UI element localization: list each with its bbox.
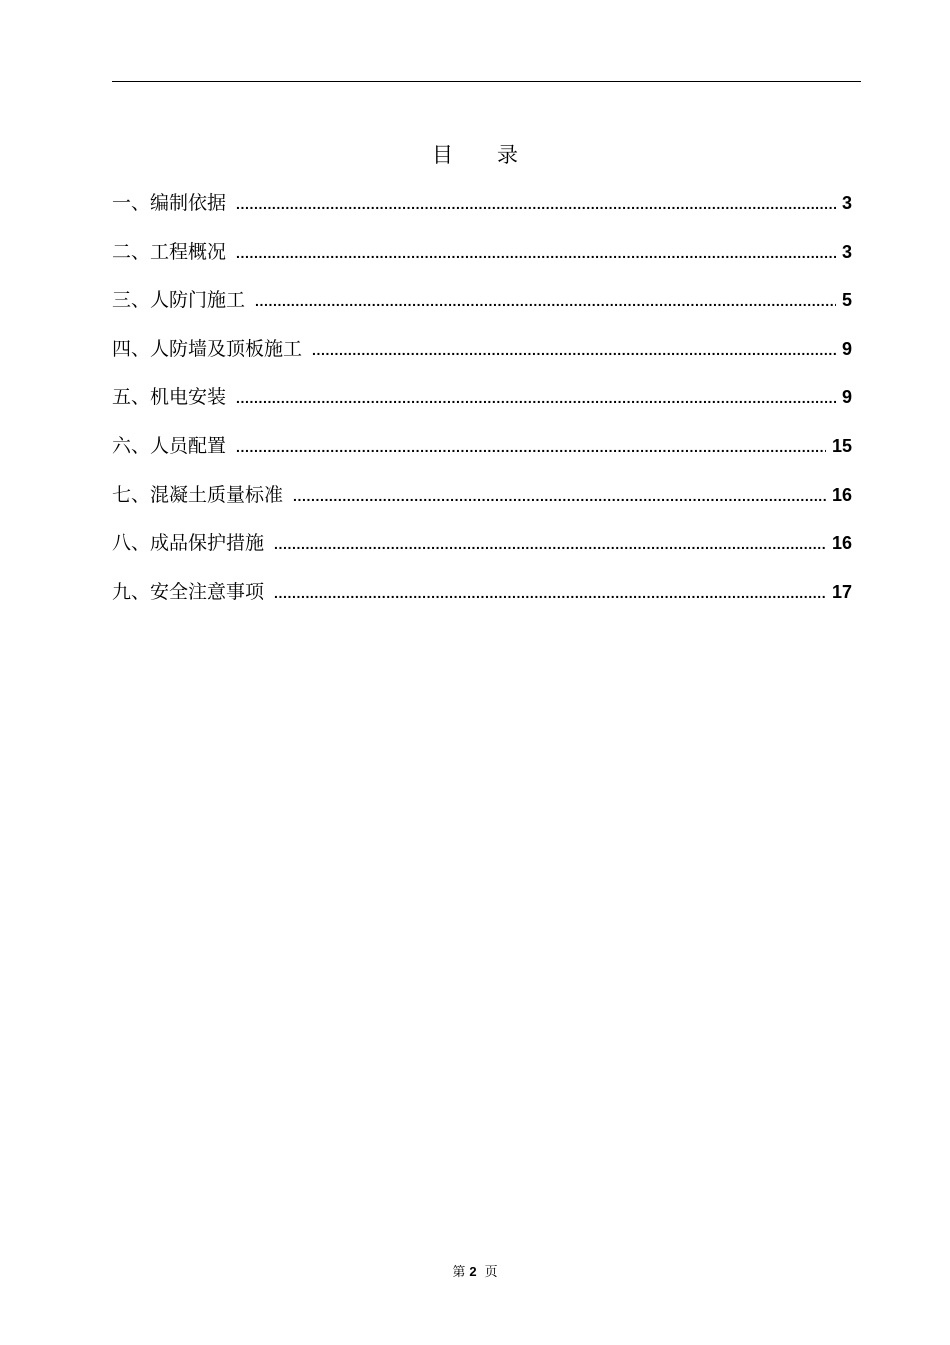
page-footer bbox=[0, 1262, 950, 1283]
toc-entry[interactable] bbox=[112, 577, 852, 626]
toc-dot-leader bbox=[236, 238, 836, 268]
toc-dot-leader bbox=[236, 189, 836, 219]
toc-dot-leader bbox=[236, 383, 836, 413]
toc-title-left: 目 bbox=[432, 143, 453, 167]
footer-prefix: 第 bbox=[452, 1265, 466, 1280]
toc-entry-page: 16 bbox=[831, 484, 852, 505]
toc-entry[interactable] bbox=[112, 480, 852, 529]
toc-dot-leader bbox=[255, 286, 836, 316]
toc-entry-label: 三、人防门施工 bbox=[112, 289, 246, 312]
header-rule bbox=[112, 81, 861, 82]
toc-entry[interactable] bbox=[112, 431, 852, 480]
toc-dot-leader bbox=[236, 432, 826, 462]
toc-entry[interactable] bbox=[112, 237, 852, 286]
toc-dot-leader bbox=[274, 578, 826, 608]
toc-entry[interactable] bbox=[112, 188, 852, 237]
toc-list bbox=[112, 188, 852, 625]
footer-page-number: 2 bbox=[469, 1264, 477, 1279]
toc-entry-label: 八、成品保护措施 bbox=[112, 532, 265, 555]
toc-title-right: 录 bbox=[497, 143, 518, 167]
toc-entry-page: 3 bbox=[841, 241, 852, 262]
toc-entry[interactable] bbox=[112, 285, 852, 334]
toc-entry-label: 七、混凝土质量标准 bbox=[112, 483, 284, 506]
toc-entry-page: 15 bbox=[831, 435, 852, 456]
toc-entry[interactable] bbox=[112, 528, 852, 577]
footer-suffix: 页 bbox=[484, 1265, 498, 1280]
toc-entry-page: 9 bbox=[841, 338, 852, 359]
toc-entry-label: 一、编制依据 bbox=[112, 192, 227, 214]
toc-entry-page: 5 bbox=[841, 290, 852, 311]
toc-entry-page: 17 bbox=[831, 581, 852, 602]
toc-entry[interactable] bbox=[112, 334, 852, 383]
toc-entry-label: 五、机电安装 bbox=[112, 386, 227, 409]
toc-entry-label: 六、人员配置 bbox=[112, 434, 227, 457]
toc-dot-leader bbox=[293, 481, 826, 511]
toc-entry-page: 3 bbox=[841, 193, 852, 213]
toc-entry-page: 16 bbox=[831, 533, 852, 554]
toc-entry-label: 九、安全注意事项 bbox=[112, 580, 265, 603]
toc-entry-label: 四、人防墙及顶板施工 bbox=[112, 337, 303, 360]
toc-title bbox=[0, 140, 950, 170]
toc-entry-label: 二、工程概况 bbox=[112, 240, 227, 263]
toc-entry-page: 9 bbox=[841, 387, 852, 408]
toc-entry[interactable] bbox=[112, 382, 852, 431]
toc-dot-leader bbox=[312, 335, 836, 365]
toc-dot-leader bbox=[274, 529, 826, 559]
